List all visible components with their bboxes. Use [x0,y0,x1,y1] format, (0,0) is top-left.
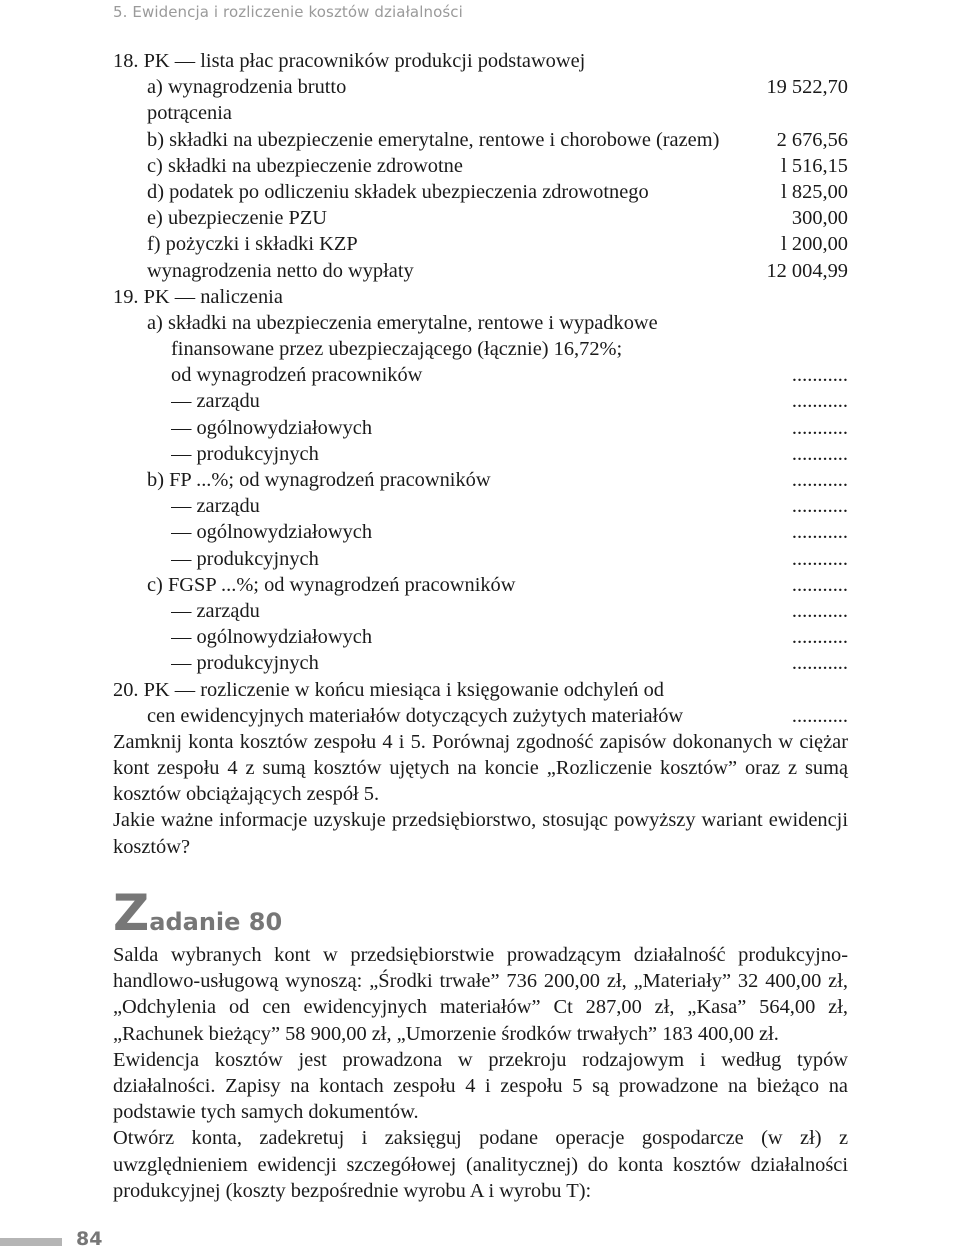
task-paragraph: Salda wybranych kont w przedsiębiorstwie prowadzącym działalność produkcyjno-handlowo-usługową wynoszą: „Środki trwałe” 736 200,00 zł, „Materiały” 32 400,00 zł, „Odchylenia od cen ewidencyjnych materiałów” Ct 287,00 zł, „Kasa” 564,00 zł, „Rachunek bieżący” 58 900,00 zł, „Umorzenie środków trwałych” 183 400,00 zł. [113,944,848,1045]
task-paragraph: Ewidencja kosztów jest prowadzona w przekroju rodzajowym i według typów działalności. Zapisy na kontach zespołu 4 i zespołu 5 są prowadzone na bieżąco na podstawie tych samych dokumentów. [113,1048,848,1124]
payroll-row: e) ubezpieczenie PZU 300,00 [113,205,848,231]
contribution-subline: — produkcyjnych ........... [113,650,848,676]
payroll-amount: 300,00 [791,207,848,230]
payroll-amount: l 825,00 [781,180,848,203]
blank-dots: ........... [791,547,848,570]
task-heading-initial: Z [113,884,150,942]
blank-dots: ........... [791,652,848,675]
payroll-row: d) podatek po odliczeniu składek ubezpieczenia zdrowotnego l 825,00 [113,179,848,205]
section-20-title: 20. PK — rozliczenie w końcu miesiąca i księgowanie odchyleń od [113,678,664,701]
blank-dots: ........... [791,521,848,544]
section-20-line: cen ewidencyjnych materiałów dotyczących zużytych materiałów ........... [113,703,848,729]
blank-dots: ........... [791,442,848,465]
payroll-amount: l 200,00 [781,233,848,256]
payroll-amount: 2 676,56 [776,128,848,151]
contribution-line: a) składki na ubezpieczenia emerytalne, rentowe i wypadkowe [147,311,658,334]
blank-dots: ........... [791,416,848,439]
contribution-subline: — produkcyjnych ........... [113,441,848,467]
payroll-amount: l 516,15 [781,154,848,177]
payroll-row: c) składki na ubezpieczenie zdrowotne l 516,15 [113,153,848,179]
contribution-subline: — ogólnowydziałowych ........... [113,624,848,650]
payroll-row: wynagrodzenia netto do wypłaty 12 004,99 [113,258,848,284]
section-18-title: 18. PK — lista płac pracowników produkcji podstawowej [113,50,586,72]
contribution-subline: — produkcyjnych ........... [113,546,848,572]
contribution-subline: — ogólnowydziałowych ........... [113,519,848,545]
task-heading [113,884,282,942]
payroll-amount: 12 004,99 [766,259,848,282]
blank-dots: ........... [791,364,848,387]
payroll-row: f) pożyczki i składki KZP l 200,00 [113,231,848,257]
blank-dots: ........... [791,599,848,622]
instruction-paragraph: Zamknij konta kosztów zespołu 4 i 5. Porównaj zgodność zapisów dokonanych w ciężar kont zespołu 4 z sumą kosztów ujętych na koncie „Rozliczenie kosztów” oraz z sumą kosztów obciążających zespół 5. [113,730,848,806]
payroll-row: b) składki na ubezpieczenie emerytalne, rentowe i chorobowe (razem) 2 676,56 [113,127,848,153]
blank-dots: ........... [791,390,848,413]
contribution-subline: — zarządu ........... [113,493,848,519]
blank-dots: ........... [791,495,848,518]
blank-dots: ........... [791,626,848,649]
blank-dots: ........... [791,573,848,596]
running-header: 5. Ewidencja i rozliczenie kosztów działalności [113,3,463,21]
page-number: 84 [76,1228,103,1250]
contribution-line: finansowane przez ubezpieczającego (łącznie) 16,72%; [171,338,623,361]
contribution-subline: — ogólnowydziałowych ........... [113,415,848,441]
exercise-body [113,48,848,860]
contribution-subline: — zarządu ........... [113,598,848,624]
blank-dots: ........... [791,469,848,491]
task-heading-text: adanie 80 [149,908,283,936]
blank-dots: ........... [791,704,848,727]
question-paragraph: Jakie ważne informacje uzyskuje przedsiębiorstwo, stosując powyższy wariant ewidencji kosztów? [113,809,848,858]
contribution-line: od wynagrodzeń pracowników ........... [113,362,848,388]
task-paragraph: Otwórz konta, zadekretuj i zaksięguj podane operacje gospodarcze (w zł) z uwzględnieniem ewidencji szczegółowej (analitycznej) do konta kosztów działalności produkcyjnej (koszty bezpośrednie wyrobu A i wyrobu T): [113,1127,848,1202]
payroll-row: a) wynagrodzenia brutto 19 522,70 [113,74,848,100]
contribution-subline: — zarządu ........... [113,388,848,414]
contribution-line: b) FP ...%; od wynagrodzeń pracowników ........... [113,467,848,493]
section-19-title: 19. PK — naliczenia [113,285,283,308]
payroll-row: potrącenia [147,102,232,125]
payroll-amount: 19 522,70 [766,76,848,99]
task-body [113,942,848,1204]
footer-bar [0,1238,62,1246]
contribution-line: c) FGSP ...%; od wynagrodzeń pracowników ........... [113,572,848,598]
